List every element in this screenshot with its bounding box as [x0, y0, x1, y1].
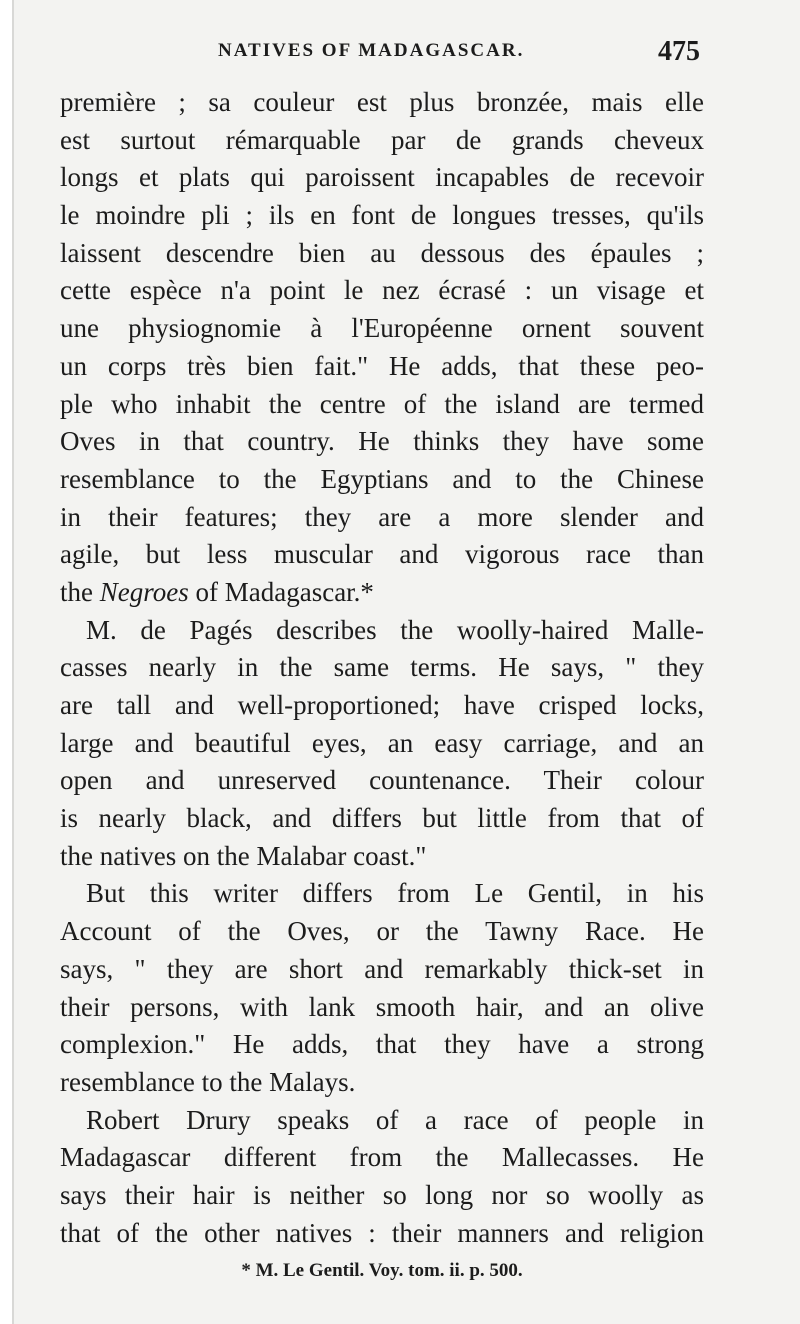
- text-line: that of the other natives : their manners and religion: [60, 1217, 704, 1248]
- text-line: laissent descendre bien au dessous des épaules ;: [60, 237, 704, 268]
- text-line: Account of the Oves, or the Tawny Race. He: [60, 916, 704, 947]
- paragraph-start-line: But this writer differs from Le Gentil, in his: [86, 878, 704, 909]
- page-number: 475: [658, 36, 700, 67]
- running-head: NATIVES OF MADAGASCAR.: [218, 40, 525, 61]
- text-line: ple who inhabit the centre of the island are termed: [60, 388, 704, 419]
- italic-word: Negroes: [99, 576, 189, 607]
- text-line: première ; sa couleur est plus bronzée, mais elle: [60, 87, 704, 117]
- body-text: [60, 84, 704, 1252]
- text-line: in their features; they are a more slender and: [60, 501, 704, 532]
- text-line: resemblance to the Malays.: [60, 1066, 356, 1097]
- text-line: est surtout rémarquable par de grands cheveux: [60, 124, 704, 155]
- text-line: complexion." He adds, that they have a strong: [60, 1029, 704, 1060]
- text-line: says their hair is neither so long nor so woolly as: [60, 1179, 704, 1210]
- text-line: casses nearly in the same terms. He says, " they: [60, 652, 704, 683]
- text-line: une physiognomie à l'Européenne ornent souvent: [60, 313, 704, 344]
- text-line: resemblance to the Egyptians and to the Chinese: [60, 463, 704, 494]
- paragraph-start-line: Robert Drury speaks of a race of people in: [86, 1104, 704, 1135]
- text-line: large and beautiful eyes, an easy carriage, and an: [60, 727, 704, 758]
- text-line: agile, but less muscular and vigorous race than: [60, 539, 704, 570]
- text-line: un corps très bien fait." He adds, that these peo-: [60, 350, 704, 381]
- page-header: [60, 36, 704, 72]
- text-fragment: of Madagascar.*: [188, 576, 374, 607]
- text-line: is nearly black, and differs but little from that of: [60, 803, 704, 834]
- footnote: * M. Le Gentil. Voy. tom. ii. p. 500.: [241, 1260, 523, 1281]
- text-line: cette espèce n'a point le nez écrasé : un visage et: [60, 275, 704, 306]
- text-line: [60, 574, 704, 612]
- text-line: le moindre pli ; ils en font de longues tresses, qu'ils: [60, 200, 704, 231]
- text-line: says, " they are short and remarkably thick-set in: [60, 953, 704, 984]
- text-line: are tall and well-proportioned; have crisped locks,: [60, 690, 704, 720]
- paragraph-start-line: M. de Pagés describes the woolly-haired Malle-: [86, 614, 704, 645]
- text-fragment: the: [60, 576, 100, 607]
- text-line: open and unreserved countenance. Their colour: [60, 765, 704, 796]
- text-line: their persons, with lank smooth hair, and an olive: [60, 991, 704, 1022]
- text-line: the natives on the Malabar coast.": [60, 840, 427, 871]
- text-line: Oves in that country. He thinks they have some: [60, 426, 704, 457]
- text-line: longs et plats qui paroissent incapables de recevoir: [60, 162, 704, 193]
- book-page: [12, 0, 800, 1324]
- text-line: Madagascar different from the Mallecasses. He: [60, 1142, 704, 1173]
